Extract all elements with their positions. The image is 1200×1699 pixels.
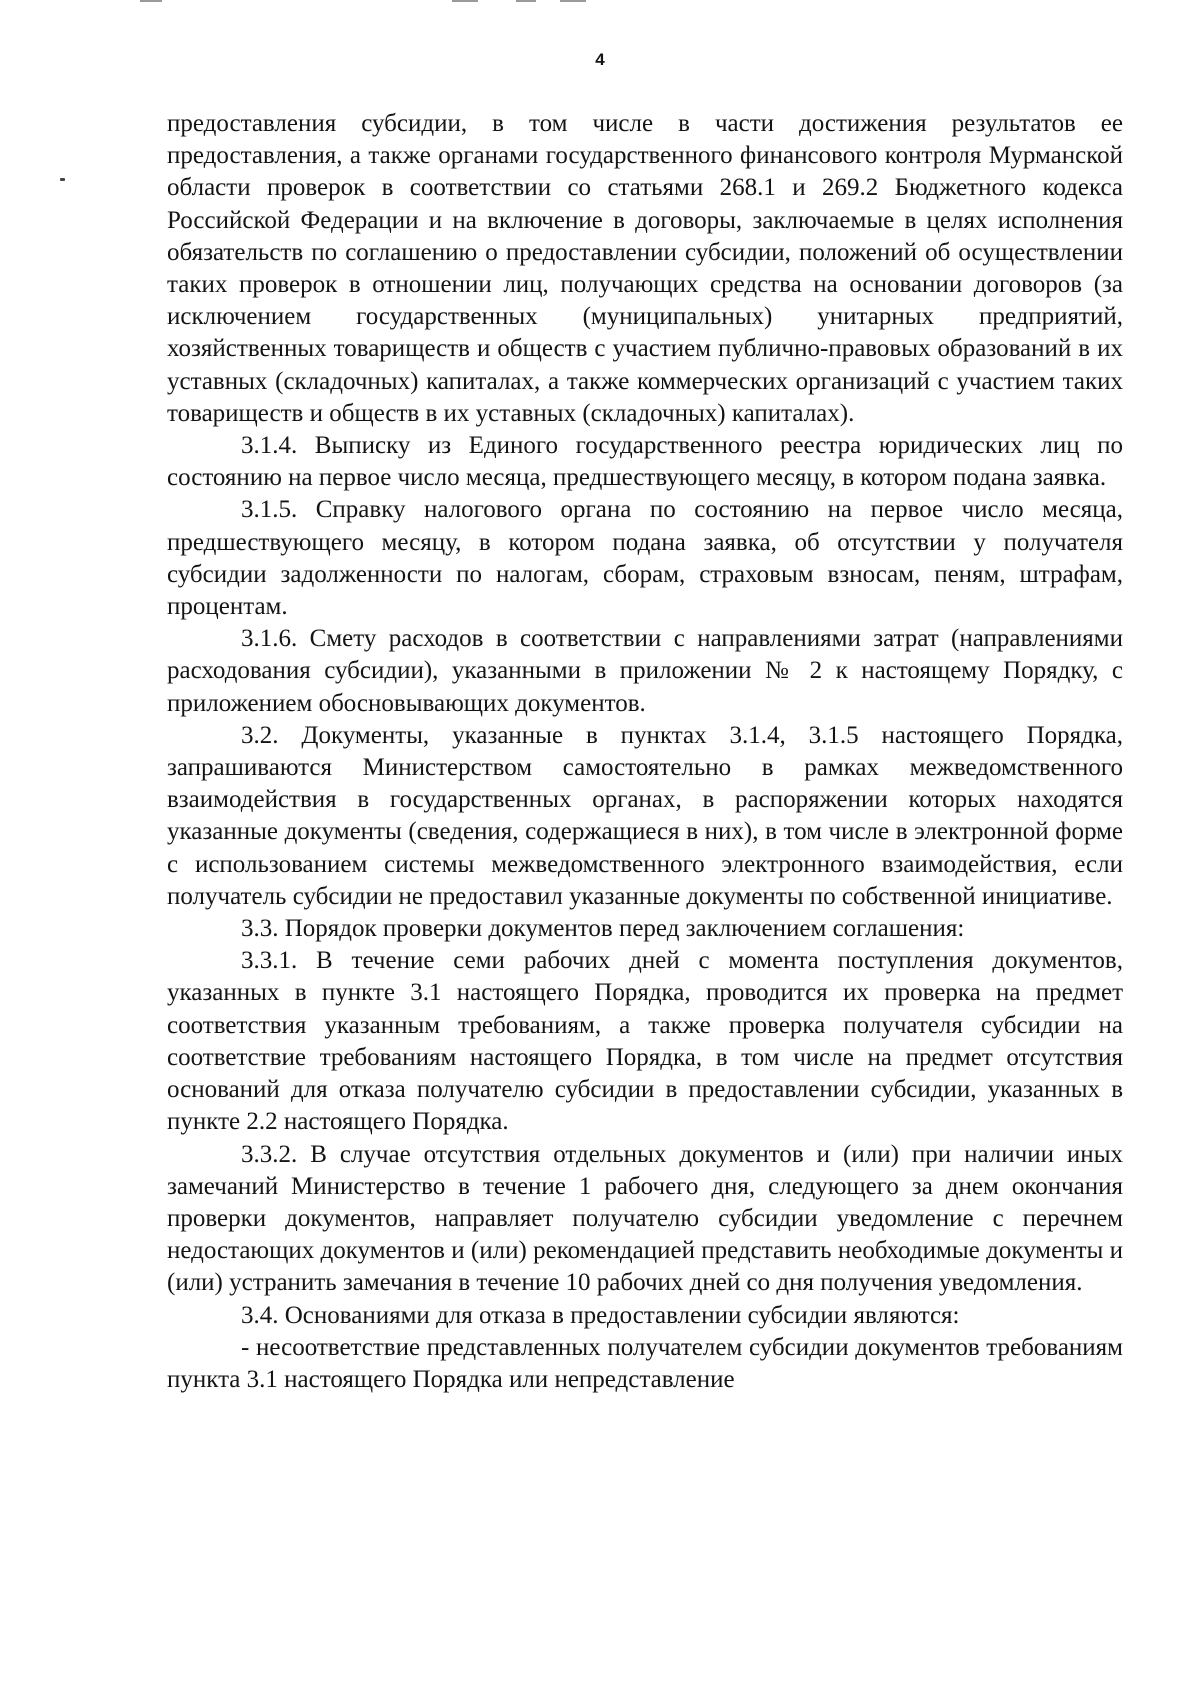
paragraph-3-1-4: 3.1.4. Выписку из Единого государственного реестра юридических лиц по состоянию на первое число месяца, предшествующего месяцу, в котором подана заявка.: [167, 432, 1123, 492]
paragraph-3-3: 3.3. Порядок проверки документов перед заключением соглашения:: [241, 915, 965, 943]
scan-artifact-line: [516, 0, 536, 2]
scan-artifact-line: [452, 0, 478, 2]
paragraph-3-3-2: 3.3.2. В случае отсутствия отдельных документов и (или) при наличии иных замечаний Министерство в течение 1 рабочего дня, следующего за днем окончания проверки документов, направляет получателю субсидии уведомление с перечнем недостающих документов и (или) рекомендацией представить необходимые документы и (или) устранить замечания в течение 10 рабочих дней со дня получения уведомления.: [167, 1140, 1123, 1297]
page-number: 4: [595, 50, 605, 69]
paragraph-continuation: предоставления субсидии, в том числе в части достижения результатов ее предоставления, а также органами государственного финансового контроля Мурманской области проверок в соответствии со статьями 268.1 и 269.2 Бюджетного кодекса Российской Федерации и на включение в договоры, заключаемые в целях исполнения обязательств по соглашению о предоставлении субсидии, положений об осуществлении таких проверок в отношении лиц, получающих средства на основании договоров (за исключением государственных (муниципальных) унитарных предприятий, хозяйственных товариществ и обществ с участием публично-правовых образований в их уставных (складочных) капиталах, а также коммерческих организаций с участием таких товариществ и обществ в их уставных (складочных) капиталах).: [167, 110, 1123, 427]
paragraph-3-1-6: 3.1.6. Смету расходов в соответствии с направлениями затрат (направлениями расходования субсидии), указанными в приложении № 2 к настоящему Порядку, с приложением обосновывающих документов.: [167, 625, 1123, 717]
paragraph-3-1-5: 3.1.5. Справку налогового органа по состоянию на первое число месяца, предшествующего месяцу, в котором подана заявка, об отсутствии у получателя субсидии задолженности по налогам, сборам, страховым взносам, пеням, штрафам, процентам.: [167, 496, 1123, 621]
paragraph-3-2: 3.2. Документы, указанные в пунктах 3.1.4, 3.1.5 настоящего Порядка, запрашиваются Министерством самостоятельно в рамках межведомственного взаимодействия в государственных органах, в распоряжении которых находятся указанные документы (сведения, содержащиеся в них), в том числе в электронной форме с использованием системы межведомственного электронного взаимодействия, если получатель субсидии не предоставил указанные документы по собственной инициативе.: [167, 721, 1123, 910]
document-body: [167, 108, 1123, 1396]
scan-speck: [60, 178, 65, 181]
scan-artifact-line: [140, 0, 162, 2]
paragraph-3-4: 3.4. Основаниями для отказа в предоставлении субсидии являются:: [241, 1301, 960, 1329]
scan-artifact-line: [560, 0, 586, 2]
paragraph-3-3-1: 3.3.1. В течение семи рабочих дней с момента поступления документов, указанных в пункте 3.1 настоящего Порядка, проводится их проверка на предмет соответствия указанным требованиям, а также проверка получателя субсидии на соответствие требованиям настоящего Порядка, в том числе на предмет отсутствия оснований для отказа получателю субсидии в предоставлении субсидии, указанных в пункте 2.2 настоящего Порядка.: [167, 947, 1123, 1136]
paragraph-3-4-item: - несоответствие представленных получателем субсидии документов требованиям пункта 3.1 настоящего Порядка или непредставление: [167, 1333, 1123, 1393]
